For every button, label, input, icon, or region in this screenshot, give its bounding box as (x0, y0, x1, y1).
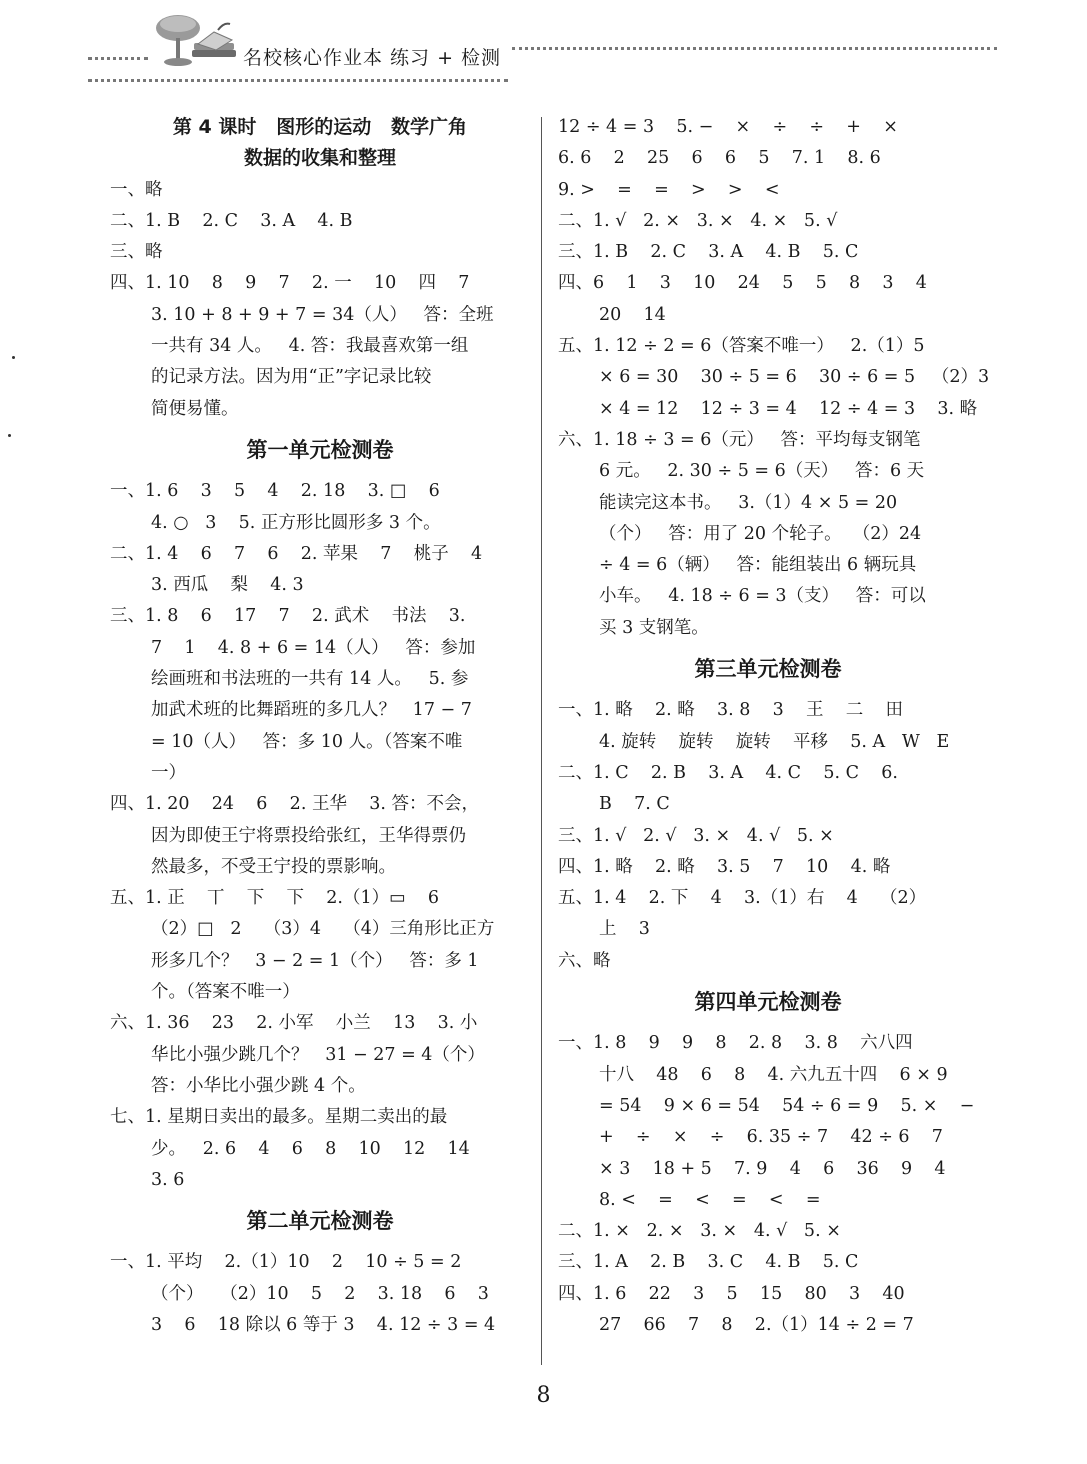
right-column (558, 112, 990, 1341)
answer-line: 一、1. 略 2. 略 3. 8 3 王 二 田 (558, 700, 904, 721)
answer-line: 9. > = = > > < (558, 179, 780, 200)
answer-line: 六、略 (558, 950, 611, 971)
answer-line: 三、1. 8 6 17 7 2. 武术 书法 3. (110, 606, 466, 627)
answer-line: 七、1. 星期日卖出的最多。星期二卖出的最 (110, 1107, 448, 1128)
answer-line: 十八 48 6 8 4. 六九五十四 6 × 9 (599, 1064, 948, 1085)
answer-line: 一、1. 平均 2.（1）10 2 10 ÷ 5 = 2 (110, 1252, 462, 1273)
unit3-answers (558, 695, 978, 977)
answer-line: 三、1. B 2. C 3. A 4. B 5. C (558, 242, 859, 263)
answer-line: 个。（答案不唯一） (151, 982, 300, 1003)
answer-line: 能读完这本书。 3.（1）4 × 5 = 20 (599, 492, 898, 513)
answer-line: 二、1. √ 2. × 3. × 4. × 5. √ (558, 210, 838, 231)
answer-line: 六、1. 36 23 2. 小军 小兰 13 3. 小 (110, 1013, 478, 1034)
answer-line: 然最多，不受王宁投的票影响。 (151, 856, 396, 877)
page-number: 8 (536, 1383, 551, 1408)
unit4-title: 第四单元检测卷 (694, 990, 842, 1015)
answer-line: × 4 = 12 12 ÷ 3 = 4 12 ÷ 4 = 3 3. 略 (599, 398, 978, 419)
answer-line: 一、1. 8 9 9 8 2. 8 3. 8 六八四 (558, 1033, 913, 1054)
header-brand-title: 名校核心作业本 练习 + 检测 (243, 47, 502, 69)
answer-line: 形多几个？ 3 − 2 = 1（个） 答：多 1 (151, 950, 479, 971)
answer-line: 六、1. 18 ÷ 3 = 6（元） 答：平均每支钢笔 (558, 429, 921, 450)
answer-line: B 7. C (599, 794, 670, 815)
answer-line: 四、1. 略 2. 略 3. 5 7 10 4. 略 (558, 856, 891, 877)
answer-line: （2）□ 2 （3）4 （4）三角形比正方 (151, 919, 495, 940)
unit1-answers (110, 476, 530, 1196)
answer-line: 四、1. 10 8 9 7 2. 一 10 四 7 (110, 273, 470, 294)
answer-line: 华比小强少跳几个？ 31 − 27 = 4（个） (151, 1044, 485, 1065)
unit4-answers (558, 1028, 978, 1341)
answer-line: 4. ○ 3 5. 正方形比圆形多 3 个。 (151, 512, 441, 533)
answer-line: 答：小华比小强少跳 4 个。 (151, 1075, 366, 1096)
column-divider (541, 117, 542, 1365)
answer-line: 6. 6 2 25 6 6 5 7. 1 8. 6 (558, 148, 881, 169)
answer-line: 五、1. 12 ÷ 2 = 6（答案不唯一） 2.（1）5 (558, 336, 925, 357)
answer-line: 20 14 (599, 304, 666, 325)
answer-line: 27 66 7 8 2.（1）14 ÷ 2 = 7 (599, 1314, 914, 1335)
answer-line: = 54 9 × 6 = 54 54 ÷ 6 = 9 5. × − (599, 1095, 975, 1116)
answer-line: （个） （2）10 5 2 3. 18 6 3 (151, 1283, 489, 1304)
answer-line: 简便易懂。 (151, 398, 239, 419)
answer-line: 二、1. × 2. × 3. × 4. √ 5. × (558, 1221, 841, 1242)
answer-line: 8. < = < = < = (599, 1189, 821, 1210)
answer-line: ÷ 4 = 6（辆） 答：能组装出 6 辆玩具 (599, 555, 917, 576)
answer-line: 四、1. 6 22 3 5 15 80 3 40 (558, 1283, 905, 1304)
answer-line: 买 3 支钢笔。 (599, 617, 709, 638)
answer-line: × 6 = 30 30 ÷ 5 = 6 30 ÷ 6 = 5 （2）3 (599, 367, 990, 388)
answer-line: 一、1. 6 3 5 4 2. 18 3. □ 6 (110, 481, 440, 502)
answer-line: （个） 答：用了 20 个轮子。 （2）24 (599, 523, 922, 544)
answer-line: 12 ÷ 4 = 3 5. − × ÷ ÷ + × (558, 117, 898, 137)
answer-line: = 10（人） 答：多 10 人。（答案不唯 (151, 731, 463, 752)
answer-line: 四、6 1 3 10 24 5 5 8 3 4 (558, 273, 927, 294)
answer-line: 三、1. √ 2. √ 3. × 4. √ 5. × (558, 825, 834, 846)
unit3-title: 第三单元检测卷 (694, 657, 842, 682)
answer-line: × 3 18 + 5 7. 9 4 6 36 9 4 (599, 1158, 946, 1179)
answer-line: 二、1. B 2. C 3. A 4. B (110, 210, 353, 231)
page-header (0, 0, 1087, 100)
answer-line: 二、1. 4 6 7 6 2. 苹果 7 桃子 4 (110, 543, 483, 564)
scan-speck (8, 434, 11, 437)
answer-line: 加武术班的比舞蹈班的多几人？ 17 − 7 (151, 700, 472, 721)
answer-line: + ÷ × ÷ 6. 35 ÷ 7 42 ÷ 6 7 (599, 1127, 943, 1148)
answer-line: 7 1 4. 8 + 6 = 14（人） 答：参加 (151, 637, 476, 658)
answer-line: 4. 旋转 旋转 旋转 平移 5. A W E (599, 731, 950, 752)
lesson-answers (110, 175, 530, 425)
answer-line: 一、略 (110, 179, 163, 200)
answer-line: 3. 6 (151, 1169, 185, 1190)
answer-line: 一） (151, 762, 186, 783)
answer-line: 3. 西瓜 梨 4. 3 (151, 575, 304, 596)
lesson-title: 第 4 课时 图形的运动 数学广角 (172, 116, 468, 138)
answer-line: 四、1. 20 24 6 2. 王华 3. 答：不会， (110, 794, 479, 815)
answer-line: 少。 2. 6 4 6 8 10 12 14 (151, 1138, 470, 1159)
answer-line: 五、1. 4 2. 下 4 3.（1）右 4 （2） (558, 888, 927, 909)
unit2-answers-continued (558, 112, 990, 644)
lamp-books-logo-icon (148, 10, 240, 72)
header-dots-right (512, 47, 997, 50)
header-dots-left (88, 57, 148, 60)
answer-line: 小车。 4. 18 ÷ 6 = 3（支） 答：可以 (599, 586, 926, 607)
answer-line: 五、1. 正 丅 下 下 2.（1）▭ 6 (110, 888, 440, 909)
answer-line: 三、1. A 2. B 3. C 4. B 5. C (558, 1252, 859, 1273)
answer-line: 因为即使王宁将票投给张红，王华得票仍 (151, 825, 466, 846)
unit2-title: 第二单元检测卷 (246, 1209, 394, 1234)
scan-speck (12, 356, 15, 359)
lesson-subtitle: 数据的收集和整理 (243, 147, 396, 170)
answer-line: 6 元。 2. 30 ÷ 5 = 6（天） 答：6 天 (599, 461, 925, 482)
header-dots-bottom (88, 79, 508, 82)
answer-line: 三、略 (110, 242, 163, 263)
answer-line: 一共有 34 人。 4. 答：我最喜欢第一组 (151, 336, 469, 357)
left-column (110, 112, 530, 1341)
unit2-answers (110, 1247, 530, 1341)
answer-line: 二、1. C 2. B 3. A 4. C 5. C 6. (558, 762, 898, 783)
answer-line: 绘画班和书法班的一共有 14 人。 5. 参 (151, 669, 469, 690)
answer-line: 上 3 (599, 919, 650, 940)
answer-line: 的记录方法。因为用“正”字记录比较 (151, 367, 432, 388)
answer-line: 3. 10 + 8 + 9 + 7 = 34（人） 答：全班 (151, 304, 494, 325)
unit1-title: 第一单元检测卷 (246, 437, 394, 462)
answer-line: 3 6 18 除以 6 等于 3 4. 12 ÷ 3 = 4 (151, 1314, 496, 1335)
